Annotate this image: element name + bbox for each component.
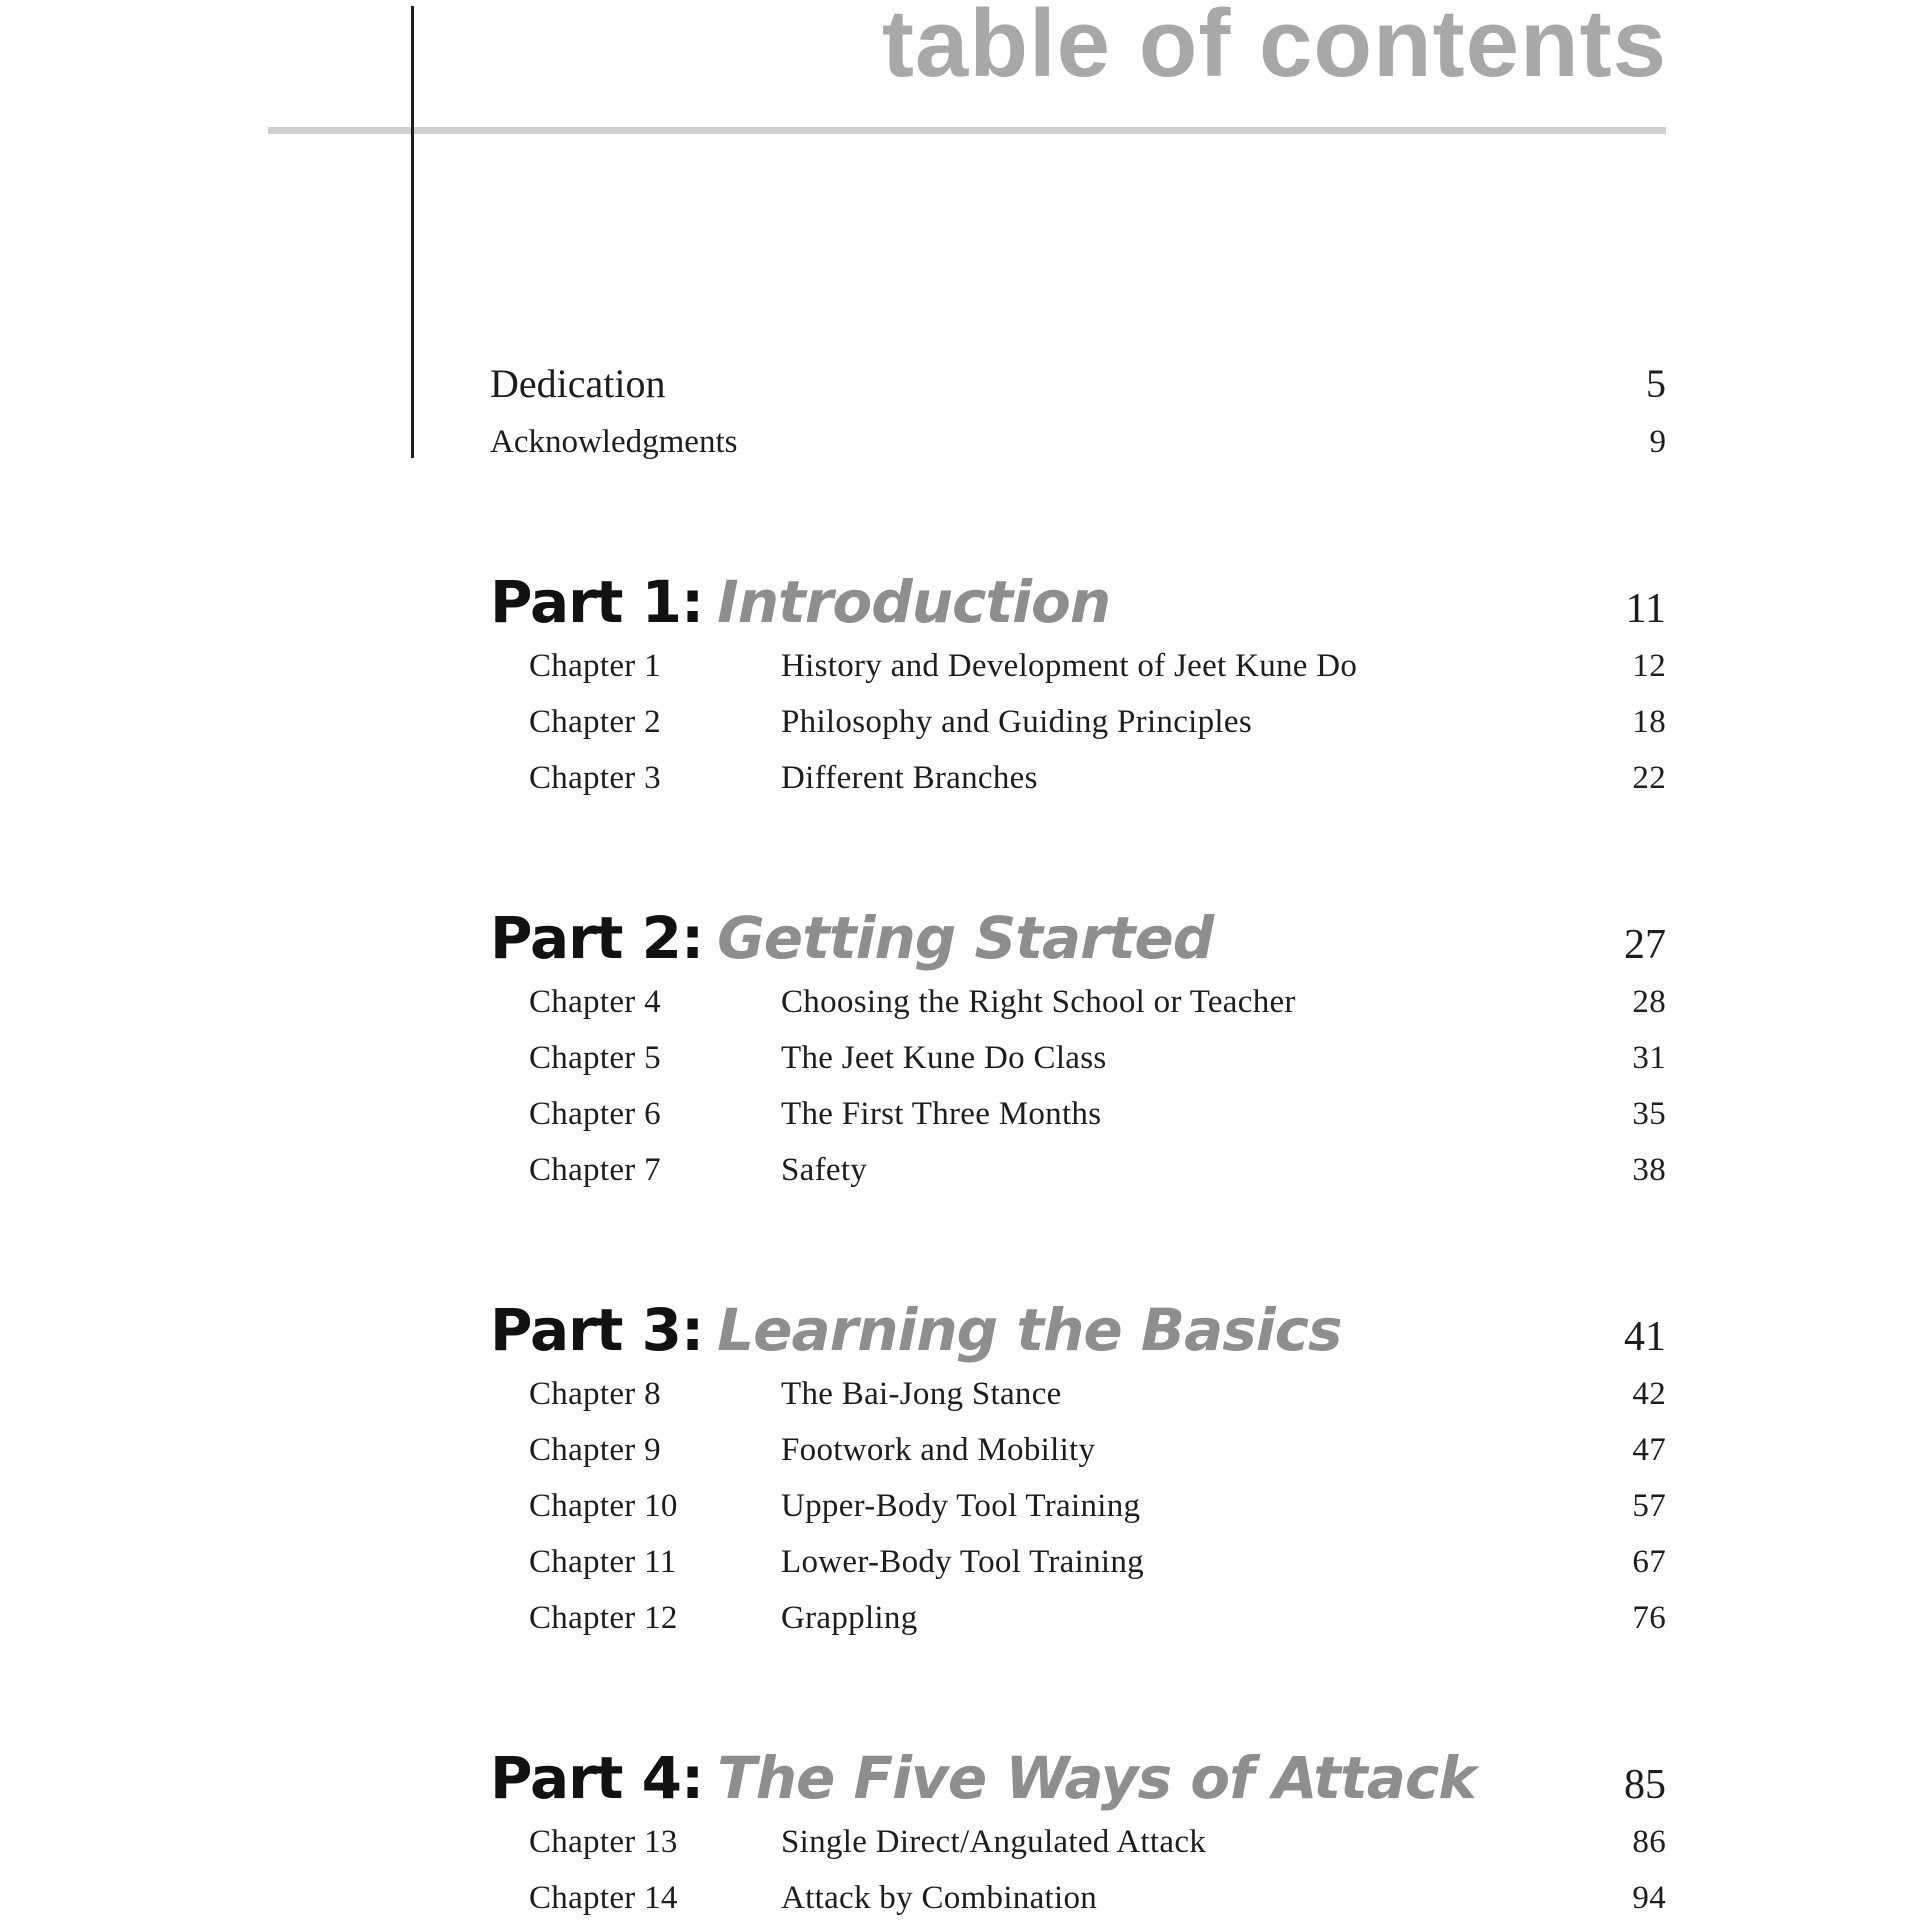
chapter-page: 12	[1632, 648, 1666, 684]
chapter-page: 67	[1632, 1544, 1666, 1580]
chapter-label: Chapter 11	[529, 1544, 677, 1580]
chapter-page: 94	[1632, 1880, 1666, 1916]
chapter-label: Chapter 9	[529, 1432, 661, 1468]
chapter-title: History and Development of Jeet Kune Do	[781, 648, 1358, 684]
chapter-title: Attack by Combination	[781, 1880, 1098, 1916]
page-title: table of contents	[881, 0, 1667, 97]
part-name: The Five Ways of Attack	[717, 1744, 1476, 1812]
chapter-title: Choosing the Right School or Teacher	[781, 984, 1296, 1020]
chapter-label: Chapter 12	[529, 1600, 678, 1636]
part-heading-1[interactable]	[490, 568, 1666, 636]
part-page: 85	[1624, 1762, 1666, 1808]
chapter-title: Different Branches	[781, 760, 1038, 796]
toc-entry-dedication[interactable]	[490, 360, 1666, 407]
entry-page: 9	[1649, 424, 1666, 460]
part-heading-4[interactable]	[490, 1744, 1666, 1812]
part-name: Learning the Basics	[717, 1296, 1342, 1364]
part-page: 11	[1625, 586, 1666, 632]
part-label: Part 4:	[490, 1744, 704, 1812]
chapter-label: Chapter 10	[529, 1488, 678, 1524]
chapter-title: The Jeet Kune Do Class	[781, 1040, 1107, 1076]
title-underline-rule	[268, 127, 1666, 134]
chapter-page: 35	[1632, 1096, 1666, 1132]
chapter-label: Chapter 14	[529, 1880, 678, 1916]
chapter-title: Single Direct/Angulated Attack	[781, 1824, 1207, 1860]
part-page: 27	[1624, 922, 1666, 968]
chapter-label: Chapter 1	[529, 648, 661, 684]
chapter-page: 28	[1632, 984, 1666, 1020]
part-name: Getting Started	[717, 904, 1214, 972]
chapter-label: Chapter 2	[529, 704, 661, 740]
chapter-page: 76	[1632, 1600, 1666, 1636]
entry-page: 5	[1646, 361, 1666, 406]
chapter-title: Footwork and Mobility	[781, 1432, 1096, 1468]
chapter-label: Chapter 5	[529, 1040, 661, 1076]
chapter-title: The First Three Months	[781, 1096, 1102, 1132]
chapter-page: 18	[1632, 704, 1666, 740]
vertical-margin-rule	[411, 6, 414, 458]
toc-entry-acknowledgments[interactable]	[490, 424, 1666, 461]
chapter-label: Chapter 3	[529, 760, 661, 796]
chapter-page: 42	[1632, 1376, 1666, 1412]
chapter-title: Philosophy and Guiding Principles	[781, 704, 1252, 740]
chapter-page: 22	[1632, 760, 1666, 796]
chapter-title: The Bai-Jong Stance	[781, 1376, 1062, 1412]
chapter-label: Chapter 4	[529, 984, 661, 1020]
part-page: 41	[1624, 1314, 1666, 1360]
chapter-title: Lower-Body Tool Training	[781, 1544, 1144, 1580]
chapter-title: Safety	[781, 1152, 868, 1188]
part-heading-3[interactable]	[490, 1296, 1666, 1364]
chapter-page: 31	[1632, 1040, 1666, 1076]
chapter-label: Chapter 6	[529, 1096, 661, 1132]
part-heading-2[interactable]	[490, 904, 1666, 972]
part-label: Part 1:	[490, 568, 704, 636]
chapter-label: Chapter 7	[529, 1152, 661, 1188]
entry-title: Acknowledgments	[490, 424, 738, 460]
chapter-page: 86	[1632, 1824, 1666, 1860]
chapter-label: Chapter 13	[529, 1824, 678, 1860]
part-label: Part 3:	[490, 1296, 704, 1364]
chapter-page: 38	[1632, 1152, 1666, 1188]
chapter-title: Upper-Body Tool Training	[781, 1488, 1141, 1524]
part-name: Introduction	[717, 568, 1111, 636]
chapter-page: 57	[1632, 1488, 1666, 1524]
chapter-label: Chapter 8	[529, 1376, 661, 1412]
chapter-page: 47	[1632, 1432, 1666, 1468]
part-label: Part 2:	[490, 904, 704, 972]
chapter-title: Grappling	[781, 1600, 918, 1636]
entry-title: Dedication	[490, 361, 666, 406]
